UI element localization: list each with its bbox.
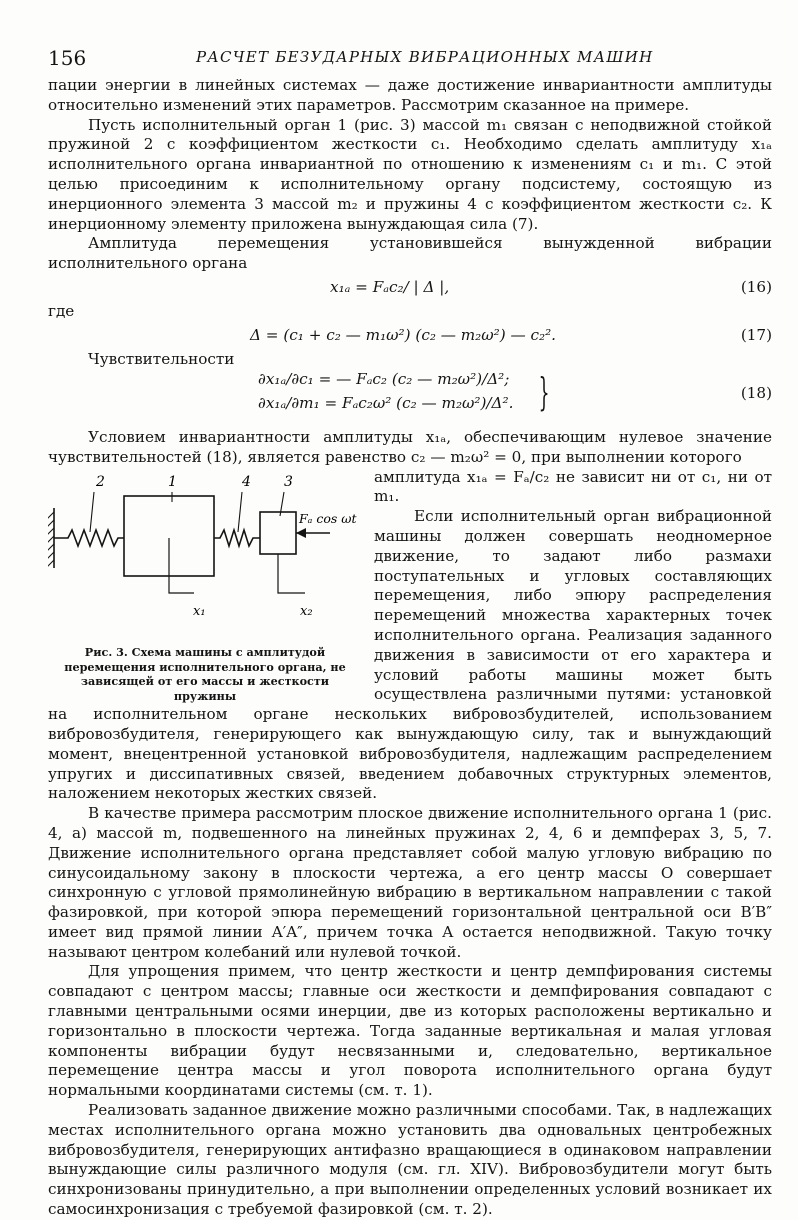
- figure-label-2: 2: [96, 473, 105, 490]
- running-header: [48, 40, 772, 76]
- paragraph-5: В качестве примера рассмотрим плоское движение исполнительного органа 1 (рис. 4, а) массой m, подвешенного на линейных пружинах 2, 4, 6 и демпферах 3, 5, 7. Движение исполнительного органа представляет собой малую угловую вибрацию по синусоидальному закону в плоскости чертежа, а его центр массы O совершает синхронную с угловой прямолинейную вибрацию в вертикальном направлении с такой фазировкой, при которой эпюра перемещений горизонтальной центральной оси B′B″ имеет вид прямой линии A′A″, причем точка A остается неподвижной. Такую точку называют центром колебаний или нулевой точкой.: [48, 804, 772, 961]
- spring-4: [214, 530, 260, 546]
- equation-18-line-2: ∂x₁ₐ/∂m₁ = Fₐc₂ω² (c₂ — m₂ω²)/Δ².: [258, 393, 514, 412]
- label-where: где: [48, 301, 75, 320]
- equation-17: [48, 322, 772, 350]
- paragraph-0: пации энергии в линейных системах — даже достижение инвариантности амплитуды относительно изменений этих параметров. Рассмотрим сказанное на примере.: [48, 76, 772, 114]
- paragraph-3-continued: амплитуда x₁ₐ = Fₐ/c₂ не зависит ни от c₁, ни от m₁.: [374, 467, 772, 506]
- page: [48, 40, 772, 1220]
- right-brace: }: [538, 369, 550, 414]
- paragraph-2: Амплитуда перемещения установившейся вынужденной вибрации исполнительного органа: [48, 234, 772, 273]
- paragraph-6: Для упрощения примем, что центр жесткости и центр демпфирования системы совпадают с центром массы; главные оси жесткости и демпфирования совпадают с главными центральными осями инерции, две из которых расположены вертикально и горизонтально в плоскости чертежа. Тогда заданные вертикальная и малая угловая компоненты вибрации будут несвязанными и, следовательно, вертикальное перемещение центра массы и угол поворота исполнительного органа будут нормальными координатами системы (см. т. 1).: [48, 962, 772, 1100]
- label-2-leader: [90, 492, 94, 532]
- spring-2: [54, 530, 124, 546]
- coordinate-x2-label: x₂: [300, 603, 313, 619]
- equation-16-formula: x₁ₐ = Fₐc₂/ | Δ |,: [330, 277, 450, 296]
- figure-3: [48, 468, 362, 704]
- running-title: РАСЧЕТ БЕЗУДАРНЫХ ВИБРАЦИОННЫХ МАШИН: [196, 48, 654, 66]
- float-block: [48, 468, 772, 805]
- body-text-2: [48, 428, 772, 468]
- support-hatching: [48, 512, 54, 568]
- figure-caption: Рис. 3. Схема машины с амплитудой перемещения исполнительного органа, не зависящей от его массы и жесткости пружины: [64, 645, 346, 703]
- equation-18: [48, 370, 772, 418]
- coordinate-x1-leader: [169, 538, 194, 593]
- label-4-leader: [238, 492, 242, 532]
- page-number: 156: [48, 46, 87, 70]
- body-text-3: [48, 804, 772, 1220]
- figure-label-3: 3: [284, 473, 293, 490]
- equation-18-number: (18): [740, 383, 772, 402]
- paragraph-3: Условием инвариантности амплитуды x₁ₐ, обеспечивающим нулевое значение чувствительностей (18), является равенство c₂ — m₂ω² = 0, при выполнении которого: [48, 427, 772, 466]
- force-label: Fₐ cos ωt: [299, 510, 357, 526]
- paragraph-1: Пусть исполнительный орган 1 (рис. 3) массой m₁ связан с неподвижной стойкой пружиной 2 с коэффициентом жесткости c₁. Необходимо сделать амплитуду x₁ₐ исполнительного органа инвариантной по отношению к изменениям c₁ и m₁. С этой целью присоединим к исполнительному органу подсистему, состоящую из инерционного элемента 3 массой m₂ и пружины 4 с коэффициентом жесткости c₂. К инерционному элементу приложена вынуждающая сила (7).: [48, 115, 772, 233]
- figure-label-4: 4: [242, 473, 251, 490]
- mechanism-diagram: [48, 468, 362, 638]
- force-arrow-head: [296, 528, 306, 538]
- label-sensitivities: Чувствительности: [88, 349, 235, 368]
- paragraph-7: Реализовать заданное движение можно различными способами. Так, в надлежащих местах исполнительного органа можно установить два одновальных центробежных вибровозбудителя, генерирующих антифазно вращающиеся в одинаковом направлении вынуждающие силы различного модуля (см. гл. XIV). Вибровозбудители могут быть синхронизованы принудительно, а при выполнении определенных условий возникает их самосинхронизация с требуемой фазировкой (см. т. 2).: [48, 1101, 772, 1219]
- figure-label-1: 1: [168, 473, 177, 490]
- equation-16-number: (16): [740, 277, 772, 296]
- equation-18-line-1: ∂x₁ₐ/∂c₁ = — Fₐc₂ (c₂ — m₂ω²)/Δ²;: [258, 369, 510, 388]
- equation-17-formula: Δ = (c₁ + c₂ — m₁ω²) (c₂ — m₂ω²) — c₂².: [250, 325, 557, 344]
- coordinate-x2-leader: [278, 554, 305, 593]
- mass-3-block: [260, 512, 296, 554]
- coordinate-x1-label: x₁: [193, 603, 206, 619]
- body-text: [48, 76, 772, 274]
- equation-16: [48, 274, 772, 302]
- equation-17-number: (17): [740, 325, 772, 344]
- paragraph-4: Если исполнительный орган вибрационной машины должен совершать неодномерное движение, то задают либо размахи поступательных и угловых составляющих перемещения, либо эпюру распределения перемещений множества характерных точек исполнительного органа. Реализация заданного движения в зависимости от его характера и условий работы машины может быть осуществлена различными путями: установкой на исполнительном органе нескольких вибровозбудителей, использованием вибровозбудителя, генерирующего как вынуждающую силу, так и вынуждающий момент, внецентренной установкой вибровозбудителя, надлежащим распределением упругих и диссипативных связей, введением добавочных структурных элементов, наложением некоторых жестких связей.: [48, 507, 772, 803]
